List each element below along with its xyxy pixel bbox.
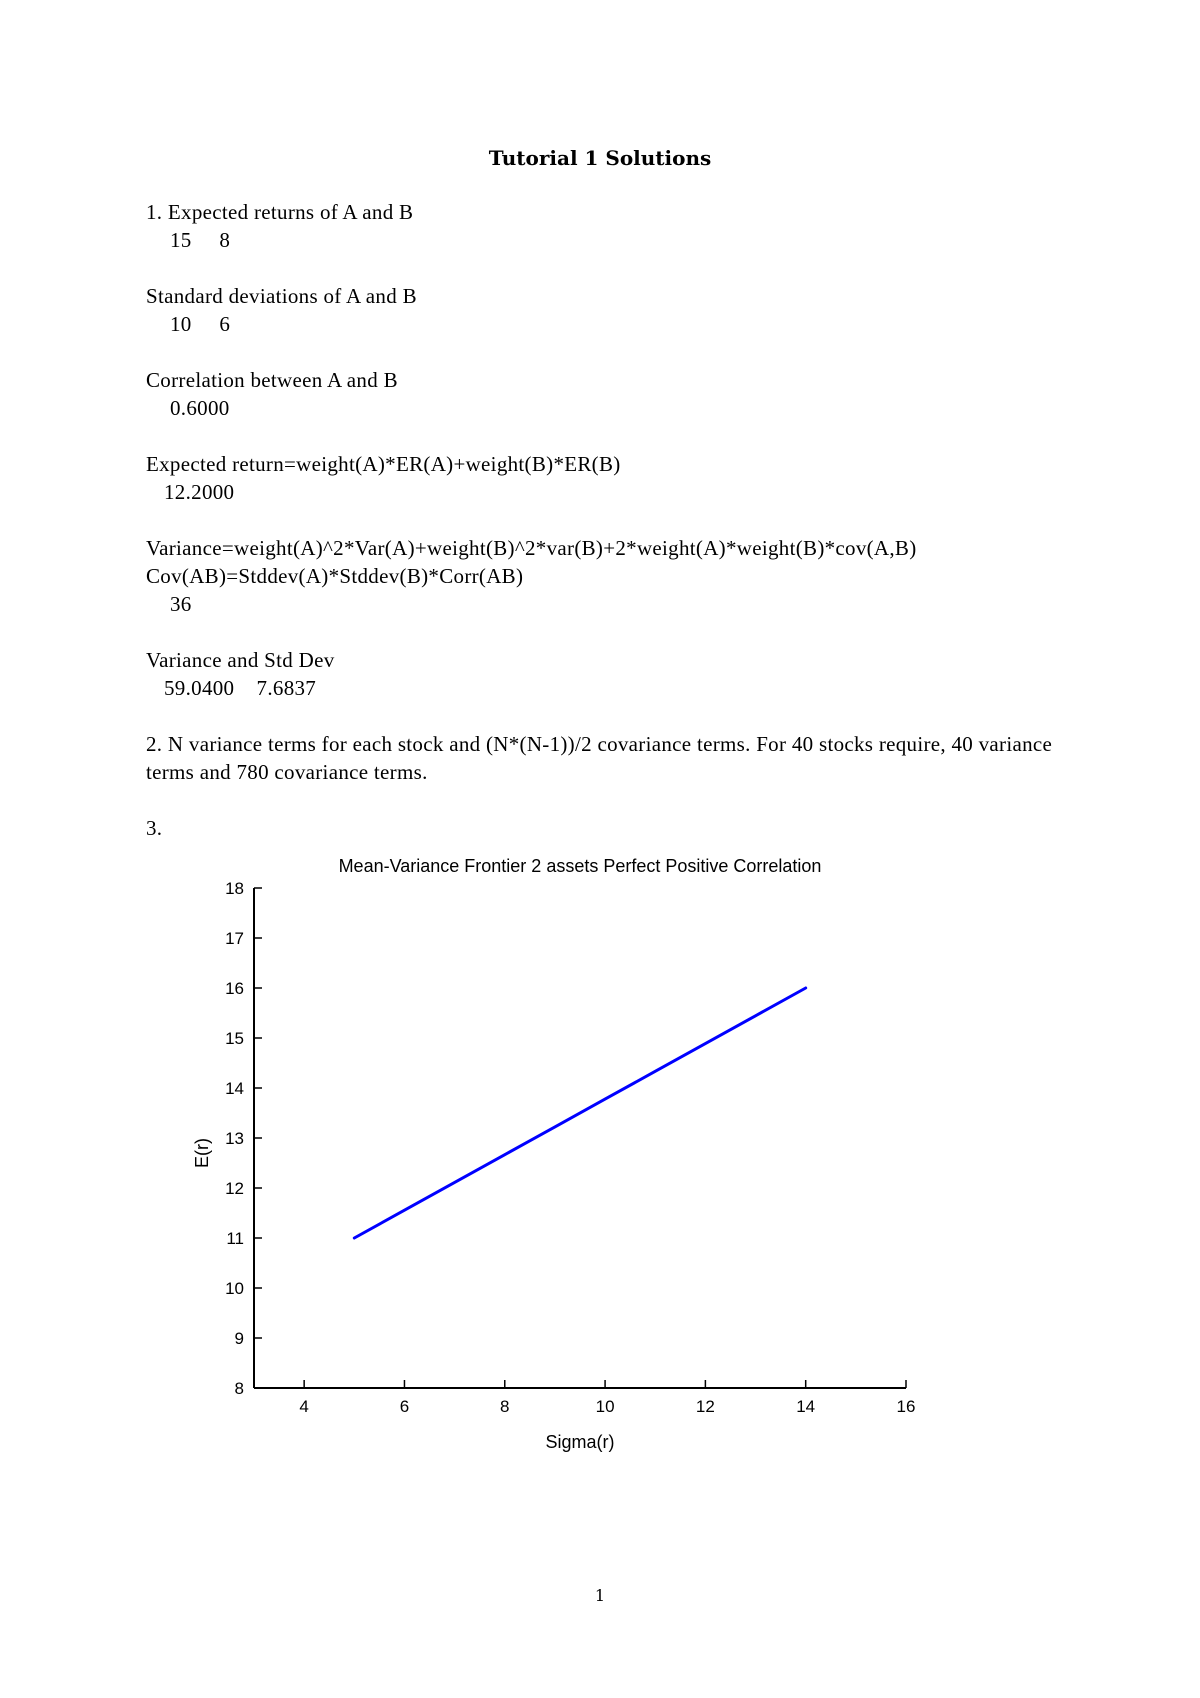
q2-text: 2. N variance terms for each stock and (N*(N-1))/2 covariance terms. For 40 stocks require, 40 variance terms and 780 covariance terms. xyxy=(146,732,1053,784)
chart-series xyxy=(354,988,805,1238)
x-tick-label: 12 xyxy=(695,1397,715,1416)
y-tick-label: 10 xyxy=(225,1279,244,1298)
q1-var-formula: Variance=weight(A)^2*Var(A)+weight(B)^2*var(B)+2*weight(A)*weight(B)*cov(A,B) xyxy=(146,536,917,560)
q1-varstd-label: Variance and Std Dev xyxy=(146,648,335,672)
x-tick-label: 6 xyxy=(399,1397,410,1416)
x-axis-label: Sigma(r) xyxy=(545,1432,615,1452)
q1-varstd-values: 59.0400 7.6837 xyxy=(164,676,317,700)
x-tick-label: 8 xyxy=(500,1397,510,1416)
y-tick-label: 16 xyxy=(225,979,244,998)
q1-std-values: 10 6 xyxy=(170,312,231,336)
spacer xyxy=(146,506,1086,534)
frontier-line xyxy=(354,988,805,1238)
y-tick-label: 14 xyxy=(225,1079,244,1098)
x-tick-label: 16 xyxy=(896,1397,916,1416)
spacer xyxy=(146,422,1086,450)
chart-svg xyxy=(170,848,940,1468)
q1-expected-label: 1. Expected returns of A and B xyxy=(146,200,414,224)
q1-er-formula: Expected return=weight(A)*ER(A)+weight(B)*ER(B) xyxy=(146,452,621,476)
y-tick-label: 11 xyxy=(226,1229,244,1248)
y-tick-label: 12 xyxy=(225,1179,244,1198)
page-title: Tutorial 1 Solutions xyxy=(488,146,712,170)
x-tick-label: 10 xyxy=(595,1397,615,1416)
y-axis-label: E(r) xyxy=(192,1138,212,1168)
chart-axes xyxy=(254,888,906,1388)
q1-corr-value: 0.6000 xyxy=(170,396,230,420)
spacer xyxy=(146,786,1086,814)
y-tick-label: 9 xyxy=(234,1329,244,1348)
x-tick-label: 14 xyxy=(796,1397,816,1416)
q1-cov-formula: Cov(AB)=Stddev(A)*Stddev(B)*Corr(AB) xyxy=(146,564,524,588)
document-body xyxy=(146,198,1086,842)
frontier-chart xyxy=(170,848,940,1468)
y-tick-label: 17 xyxy=(225,929,244,948)
q1-corr-label: Correlation between A and B xyxy=(146,368,398,392)
q1-cov-value: 36 xyxy=(170,592,192,616)
q3-label: 3. xyxy=(146,816,163,840)
q1-er-value: 12.2000 xyxy=(164,480,235,504)
y-tick-label: 18 xyxy=(225,879,244,898)
spacer xyxy=(146,702,1086,730)
spacer xyxy=(146,618,1086,646)
y-tick-label: 15 xyxy=(225,1029,244,1048)
spacer xyxy=(146,254,1086,282)
x-tick-label: 4 xyxy=(299,1397,309,1416)
chart-ticks xyxy=(225,879,915,1416)
q1-std-label: Standard deviations of A and B xyxy=(146,284,417,308)
spacer xyxy=(146,338,1086,366)
y-tick-label: 8 xyxy=(234,1379,244,1398)
page-number: 1 xyxy=(594,1586,606,1605)
chart-title: Mean-Variance Frontier 2 assets Perfect Positive Correlation xyxy=(338,856,822,876)
q1-expected-values: 15 8 xyxy=(170,228,231,252)
y-tick-label: 13 xyxy=(225,1129,244,1148)
